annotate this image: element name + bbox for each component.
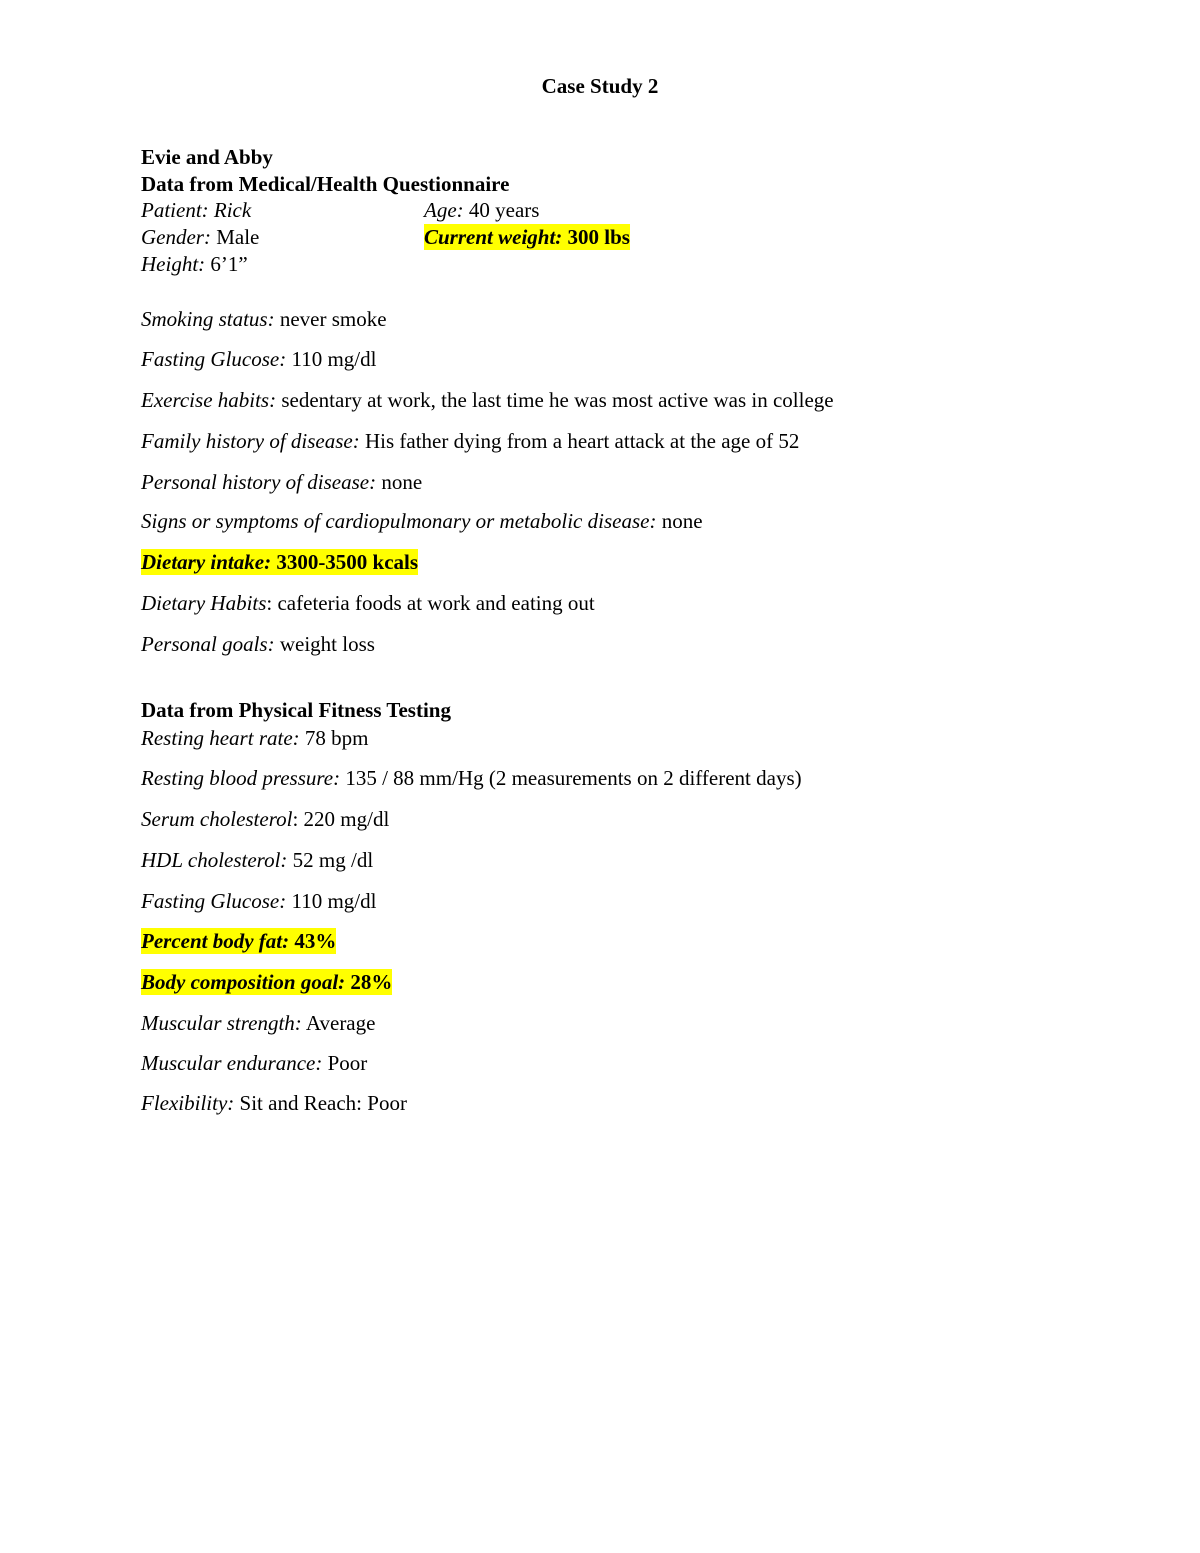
personal-history-item: [141, 469, 422, 495]
dietary-habits-item: [141, 590, 595, 616]
item-value: 3300-3500 kcals: [271, 550, 419, 574]
resting-heart-rate-item: [141, 725, 368, 751]
item-value: Poor: [322, 1051, 368, 1075]
height-field: [141, 251, 248, 277]
fasting-glucose-fitness-item: [141, 888, 376, 914]
gender-value: Male: [210, 225, 260, 249]
current-weight-label: Current weight:: [424, 225, 563, 249]
item-label: Dietary Habits: [141, 591, 267, 615]
item-label: Dietary intake:: [141, 550, 272, 574]
item-value: sedentary at work, the last time he was most active was in college: [276, 388, 834, 412]
item-value: 52 mg /dl: [287, 848, 374, 872]
dietary-intake-item: [141, 549, 418, 575]
body-composition-goal-item: [141, 969, 392, 995]
family-history-item: [141, 428, 799, 454]
item-label: Fasting Glucose:: [141, 347, 287, 371]
item-label: Body composition goal:: [141, 970, 346, 994]
exercise-habits-item: [141, 387, 834, 413]
authors: Evie and Abby: [141, 145, 273, 169]
item-label: Signs or symptoms of cardiopulmonary or metabolic disease:: [141, 509, 657, 533]
patient-field: Patient: Rick: [141, 198, 252, 222]
gender-label: Gender:: [141, 225, 211, 249]
resting-blood-pressure-item: [141, 765, 802, 791]
item-label: Family history of disease:: [141, 429, 360, 453]
item-label: Personal history of disease:: [141, 470, 377, 494]
item-value: none: [656, 509, 703, 533]
item-label: Resting heart rate:: [141, 726, 300, 750]
current-weight-field: [424, 224, 630, 250]
item-value: never smoke: [274, 307, 387, 331]
page-title: Case Study 2: [541, 74, 659, 98]
age-label: Age:: [424, 198, 464, 222]
age-value: 40 years: [463, 198, 540, 222]
flexibility-item: [141, 1090, 407, 1116]
percent-body-fat-item: [141, 928, 336, 954]
item-label: Resting blood pressure:: [141, 766, 341, 790]
item-label: Muscular endurance:: [141, 1051, 323, 1075]
fasting-glucose-item: [141, 346, 376, 372]
current-weight-value: 300 lbs: [562, 225, 630, 249]
item-value: Average: [301, 1011, 376, 1035]
item-value: 135 / 88 mm/Hg (2 measurements on 2 different days): [340, 766, 802, 790]
serum-cholesterol-item: [141, 806, 389, 832]
item-label: Fasting Glucose:: [141, 889, 287, 913]
height-label: Height:: [141, 252, 206, 276]
section-heading-fitness: Data from Physical Fitness Testing: [141, 698, 451, 722]
item-label: HDL cholesterol:: [141, 848, 288, 872]
item-value: 110 mg/dl: [286, 889, 377, 913]
section-heading-questionnaire: Data from Medical/Health Questionnaire: [141, 172, 510, 196]
personal-goals-item: [141, 631, 375, 657]
item-label: Smoking status:: [141, 307, 275, 331]
muscular-strength-item: [141, 1010, 375, 1036]
muscular-endurance-item: [141, 1050, 367, 1076]
item-value: 28%: [345, 970, 393, 994]
item-value: Sit and Reach: Poor: [234, 1091, 407, 1115]
signs-symptoms-item: [141, 508, 703, 534]
item-value: weight loss: [274, 632, 375, 656]
item-label: Percent body fat:: [141, 929, 290, 953]
item-value: 78 bpm: [299, 726, 369, 750]
item-label: Exercise habits:: [141, 388, 277, 412]
item-value: His father dying from a heart attack at the age of 52: [359, 429, 800, 453]
age-field: [424, 197, 539, 223]
item-value: 110 mg/dl: [286, 347, 377, 371]
item-label: Flexibility:: [141, 1091, 235, 1115]
item-label: Personal goals:: [141, 632, 275, 656]
item-label: Muscular strength:: [141, 1011, 302, 1035]
item-value: none: [376, 470, 423, 494]
gender-field: [141, 224, 259, 250]
item-value: : 220 mg/dl: [292, 807, 390, 831]
item-label: Serum cholesterol: [141, 807, 293, 831]
item-value: : cafeteria foods at work and eating out: [266, 591, 595, 615]
smoking-status-item: [141, 306, 387, 332]
hdl-cholesterol-item: [141, 847, 373, 873]
item-value: 43%: [289, 929, 337, 953]
height-value: 6’1”: [205, 252, 248, 276]
